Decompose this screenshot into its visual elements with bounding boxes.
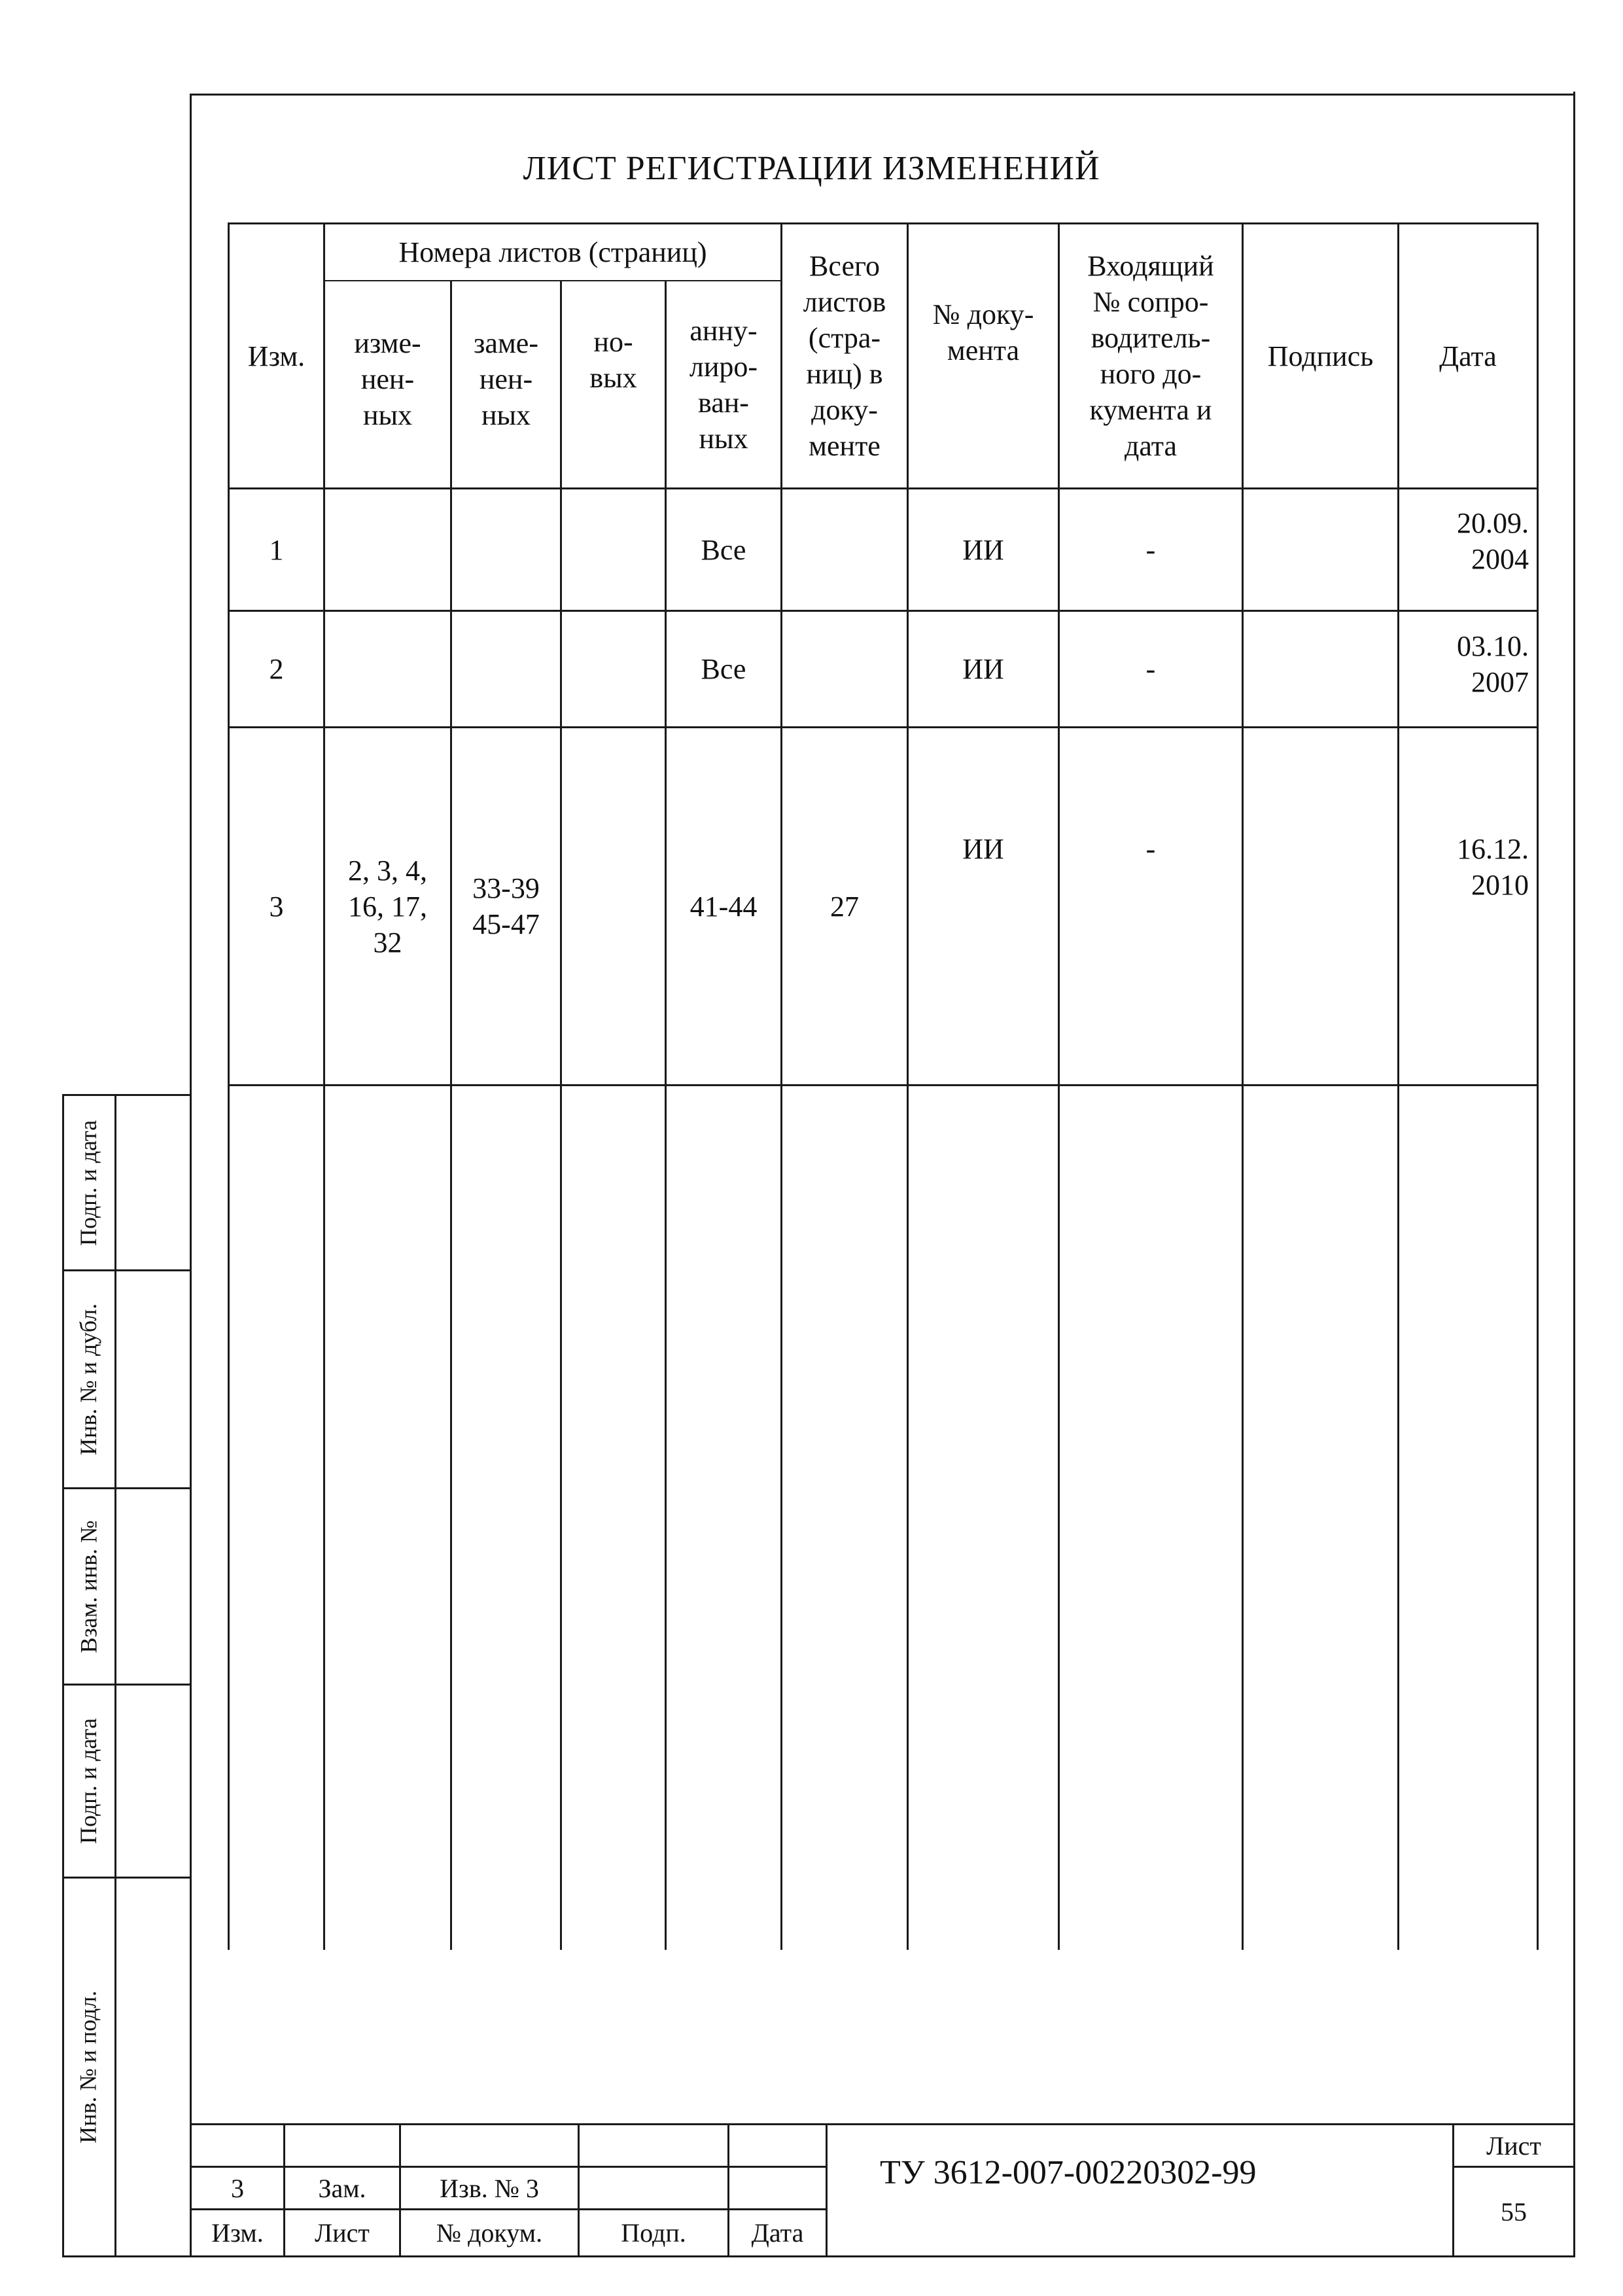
table-row-1-annulled: Все [701, 533, 746, 566]
header-total-sheets: Всего листов (стра- ниц) в доку- менте [803, 250, 886, 462]
header-izm: Изм. [247, 340, 305, 372]
stamp-doc-label: № докум. [436, 2217, 543, 2248]
stamp-list-label: Лист [315, 2217, 370, 2248]
header-annulled: анну- лиро- ван- ных [689, 314, 758, 455]
sheet-label: Лист [1486, 2130, 1541, 2161]
table-row-2-annulled: Все [701, 653, 746, 685]
table-row-1-date: 20.09. 2004 [1457, 507, 1529, 575]
table-row-3-total: 27 [830, 890, 859, 923]
table-row-2-izm: 2 [269, 653, 284, 685]
table-row-1-izm: 1 [269, 533, 284, 566]
stamp-izm-value: 3 [231, 2173, 244, 2203]
table-row-3-replaced: 33-39 45-47 [472, 872, 540, 940]
table-row-2-incoming: - [1145, 653, 1156, 685]
stamp-date-label: Дата [751, 2217, 804, 2248]
document-designation: ТУ 3612-007-00220302-99 [880, 2153, 1257, 2191]
header-incoming-doc: Входящий № сопро- водитель- ного до- кумента и дата [1087, 250, 1214, 462]
table-row-2-doc-number: ИИ [962, 653, 1004, 685]
table-row-2-date: 03.10. 2007 [1457, 630, 1529, 698]
header-doc-number: № доку- мента [932, 298, 1034, 366]
header-new: но- вых [589, 326, 637, 394]
stamp-izm-label: Изм. [211, 2217, 264, 2248]
header-changed: изме- нен- ных [354, 327, 421, 431]
header-signature: Подпись [1267, 340, 1374, 372]
side-label-original-inv: Инв. № и подл. [75, 1990, 102, 2144]
sheet-number: 55 [1501, 2197, 1527, 2227]
table-row-3-izm: 3 [269, 890, 284, 923]
table-row-1-incoming: - [1145, 533, 1156, 566]
table-row-3-annulled: 41-44 [689, 890, 758, 923]
stamp-list-value: Зам. [318, 2173, 366, 2203]
table-row-3-incoming: - [1145, 833, 1156, 865]
side-label-sign-date-2: Подп. и дата [75, 1718, 102, 1845]
table-row-3-changed: 2, 3, 4, 16, 17, 32 [348, 854, 427, 959]
stamp-sign-label: Подп. [621, 2217, 686, 2248]
page-title: ЛИСТ РЕГИСТРАЦИИ ИЗМЕНЕНИЙ [523, 150, 1100, 187]
side-label-replaced-inv: Взам. инв. № [75, 1520, 101, 1653]
side-label-sign-date-1: Подп. и дата [75, 1120, 102, 1246]
table-row-3-doc-number: ИИ [962, 833, 1004, 865]
stamp-doc-value: Изв. № 3 [440, 2173, 539, 2203]
table-row-3-date: 16.12. 2010 [1457, 833, 1529, 901]
side-label-dup-inv: Инв. № и дубл. [75, 1303, 102, 1456]
header-replaced: заме- нен- ных [474, 327, 538, 431]
table-row-1-doc-number: ИИ [962, 533, 1004, 566]
header-date: Дата [1439, 340, 1497, 372]
header-sheet-numbers: Номера листов (страниц) [398, 236, 707, 268]
